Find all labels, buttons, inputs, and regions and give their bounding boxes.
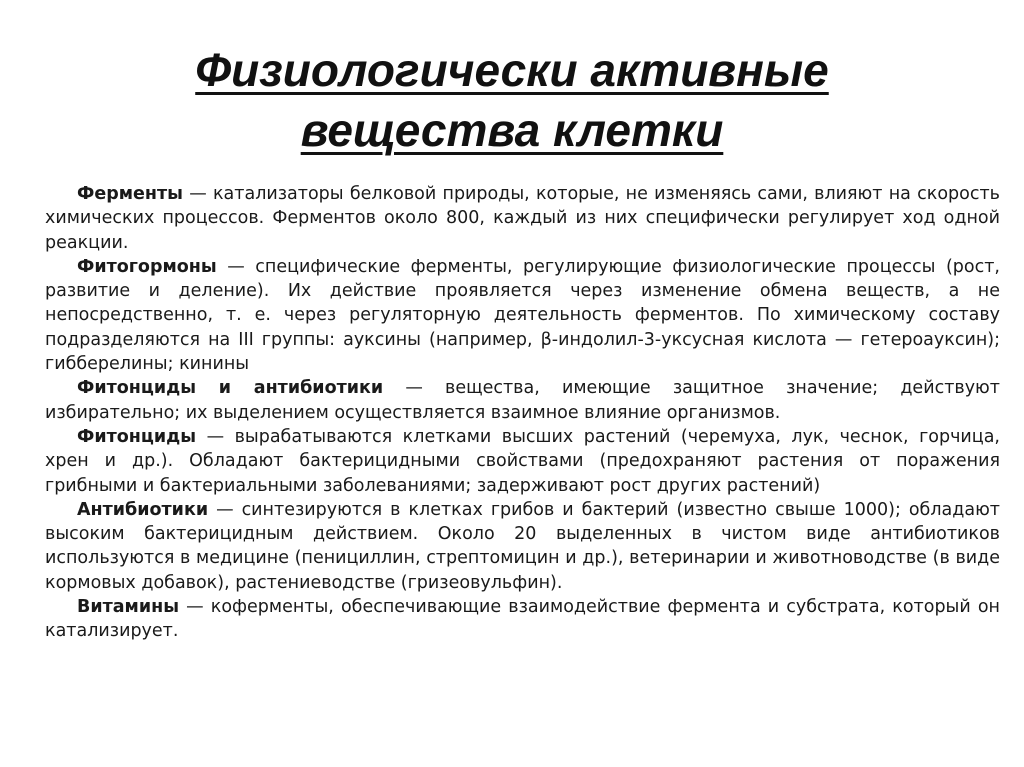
term-fitogormony: Фитогормоны [77, 256, 217, 277]
paragraph-antibiotiki [45, 498, 1000, 595]
paragraph-fitogormony [45, 255, 1000, 376]
definition-fitogormony: — специфические ферменты, регулирующие физиологические процессы (рост, развитие и деление). Их действие проявляется через изменение обмена веществ, а не непосредственно, т. е. через регуляторную деятельность ферментов. По химическому составу подразделяются на III группы: ауксины (например, β-индолил-3-уксусная кислота — гетероауксин); гибберелины; кинины [45, 256, 1000, 375]
paragraph-vitaminy [45, 595, 1000, 644]
paragraph-fitoncidy-i-antibiotiki [45, 376, 1000, 425]
definition-vitaminy: — коферменты, обеспечивающие взаимодействие фермента и субстрата, который он катализирует. [45, 597, 1000, 642]
definition-fitoncidy-i-antibiotiki: — вещества, имеющие защитное значение; действуют избирательно; их выделением осуществляется взаимное влияние организмов. [45, 378, 1000, 423]
definition-antibiotiki: — синтезируются в клетках грибов и бактерий (известно свыше 1000); обладают высоким бактерицидным действием. Около 20 выделенных в чистом виде антибиотиков используются в медицине (пенициллин, стрептомицин и др.), ветеринарии и животноводстве (в виде кормовых добавок), растениеводстве (гризеовульфин). [45, 499, 1000, 593]
paragraph-fitoncidy [45, 425, 1000, 498]
definition-fermenty: — катализаторы белковой природы, которые, не изменяясь сами, влияют на скорость химических процессов. Ферментов около 800, каждый из них специфически регулирует ход одной реакции. [45, 184, 1000, 253]
term-fitoncidy: Фитонциды [77, 426, 197, 447]
document-body [45, 182, 1000, 644]
title-line-1: Физиологически активные [195, 44, 829, 96]
title-line-2: вещества клетки [300, 104, 724, 156]
page-title [0, 40, 1024, 160]
term-antibiotiki: Антибиотики [77, 499, 209, 520]
term-vitaminy: Витамины [77, 597, 180, 618]
definition-fitoncidy: — вырабатываются клетками высших растений (черемуха, лук, чеснок, горчица, хрен и др.). Обладают бактерицидными свойствами (предохраняют растения от поражения грибными и бактериальными заболеваниями; задерживают рост других растений) [45, 426, 1000, 496]
term-fermenty: Ферменты [77, 184, 183, 204]
term-fitoncidy-i-antibiotiki: Фитонциды и антибиотики [77, 378, 384, 399]
paragraph-fermenty [45, 182, 1000, 255]
